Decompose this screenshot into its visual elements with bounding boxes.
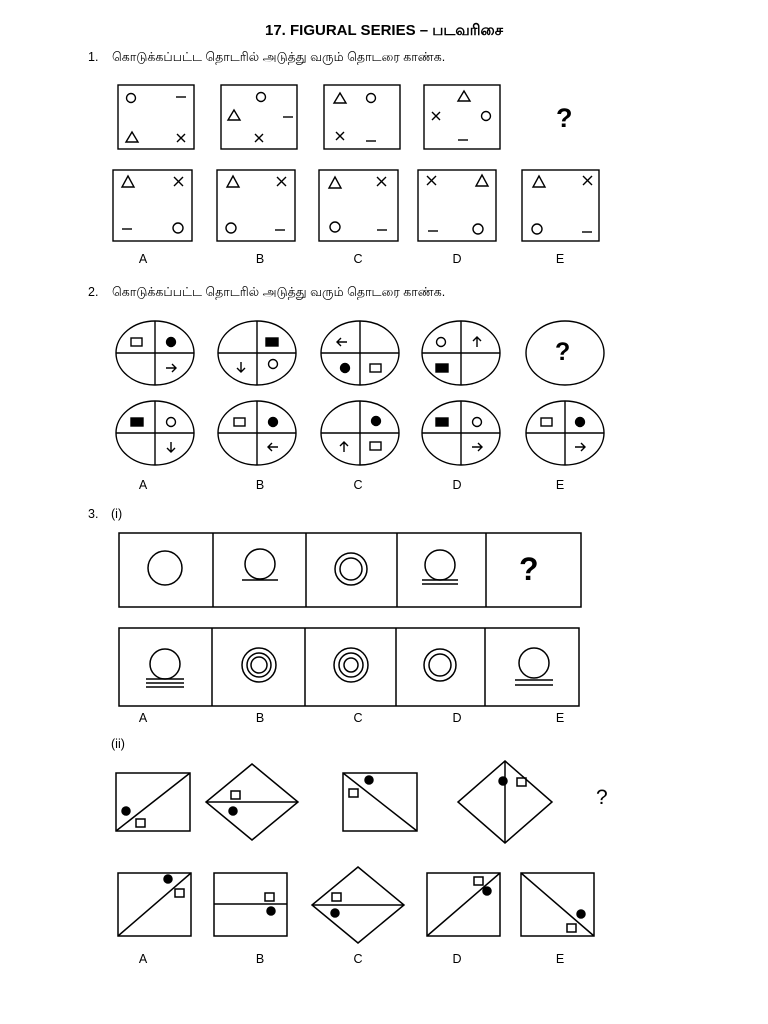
q1-label-e[interactable]: E [555,252,565,266]
q3ii-label-c[interactable]: C [353,952,363,966]
q2-label-c[interactable]: C [353,478,363,492]
q3ii-option-d [427,873,500,936]
q1-text: கொடுக்கப்பட்ட தொடரில் அடுத்து வரும் தொடரை காண்க. [112,50,446,64]
q3ii-figure-4 [458,761,552,843]
q3i-question-mark: ? [519,551,539,587]
q3ii-label-b[interactable]: B [255,952,265,966]
q2-label-a[interactable]: A [138,478,148,492]
q2-label-e[interactable]: E [555,478,565,492]
q2-text: கொடுக்கப்பட்ட தொடரில் அடுத்து வரும் தொடரை காண்க. [112,285,446,299]
q3ii-question-mark: ? [596,786,608,809]
q3ii-figure-2 [206,764,298,840]
q3i-label-c[interactable]: C [353,711,363,725]
page-title: 17. FIGURAL SERIES – படவரிசை [264,22,504,39]
q3ii-option-b [214,873,287,936]
q3ii-label-a[interactable]: A [138,952,148,966]
q2-question-mark: ? [555,338,571,366]
q1-question-mark: ? [556,103,573,133]
q3-number: 3. [88,507,99,521]
q3i-label-b[interactable]: B [255,711,265,725]
q3ii-option-c [312,867,404,943]
q3ii-label-e[interactable]: E [555,952,565,966]
q3-part-i: (i) [111,507,123,521]
q3i-label-e[interactable]: E [555,711,565,725]
q1-number: 1. [88,50,99,64]
q1-label-a[interactable]: A [138,252,148,266]
q2-label-d[interactable]: D [452,478,462,492]
q3ii-figure-3 [343,773,417,831]
q1-label-b[interactable]: B [255,252,265,266]
q3ii-figure-1 [116,773,190,831]
q3ii-label-d[interactable]: D [452,952,462,966]
q1-label-d[interactable]: D [452,252,462,266]
q1-label-c[interactable]: C [353,252,363,266]
q2-label-b[interactable]: B [255,478,265,492]
q3ii-option-a [118,873,191,936]
q3ii-option-e [521,873,594,936]
q2-number: 2. [88,285,99,299]
q3i-label-a[interactable]: A [138,711,148,725]
q3-part-ii: (ii) [111,737,125,751]
q3i-label-d[interactable]: D [452,711,462,725]
